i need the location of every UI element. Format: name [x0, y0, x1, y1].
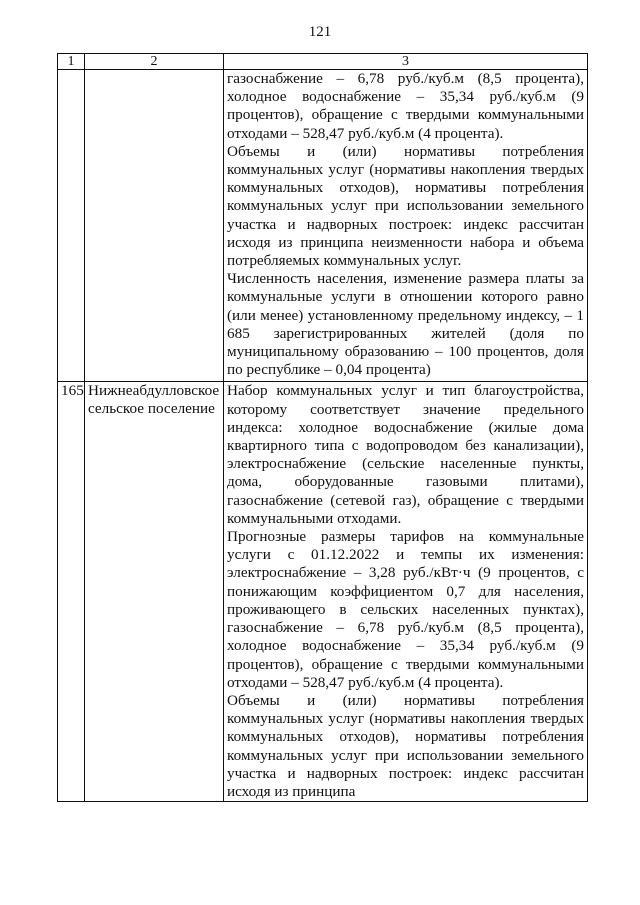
column-header-2: 2	[85, 54, 224, 70]
page-number: 121	[308, 24, 332, 40]
row-number: 165	[58, 382, 85, 802]
table-header-row	[58, 54, 588, 70]
paragraph: Объемы и (или) нормативы потребления коммунальных услуг (нормативы накопления твердых коммунальных отходов), нормативы потребления коммунальных услуг при использовании земельного участка и надворных построек: индекс рассчитан исходя из принципа неизменности набора и объема потребляемых коммунальных услуг.	[227, 142, 584, 270]
paragraph: Набор коммунальных услуг и тип благоустройства, которому соответствует значение предельного индекса: холодное водоснабжение (жилые дома квартирного типа с водопроводом без канализации), электроснабжение (сельские населенные пункты, дома, оборудованные газовыми плитами), газоснабжение (сетевой газ), обращение с твердыми коммунальными отходами.	[227, 382, 584, 527]
column-header-3: 3	[224, 54, 588, 70]
table-row	[58, 382, 588, 802]
row-description	[224, 70, 588, 382]
municipality-name	[85, 70, 224, 382]
paragraph: Численность населения, изменение размера платы за коммунальные услуги в отношении которого равно (или менее) установленному предельному индексу, – 1 685 зарегистрированных жителей (доля по муниципальному образованию – 100 процентов, доля по республике – 0,04 процента)	[227, 270, 584, 379]
table-row	[58, 70, 588, 382]
column-header-1: 1	[58, 54, 85, 70]
row-description	[224, 382, 588, 802]
paragraph: газоснабжение – 6,78 руб./куб.м (8,5 процента), холодное водоснабжение – 35,34 руб./куб.м (9 процентов), обращение с твердыми коммунальными отходами – 528,47 руб./куб.м (4 процента).	[227, 70, 584, 142]
paragraph: Объемы и (или) нормативы потребления коммунальных услуг (нормативы накопления твердых коммунальных отходов), нормативы потребления коммунальных услуг при использовании земельного участка и надворных построек: индекс рассчитан исходя из принципа	[227, 691, 584, 800]
row-number	[58, 70, 85, 382]
municipality-name: Нижнеабдулловское сельское поселение	[85, 382, 224, 802]
paragraph: Прогнозные размеры тарифов на коммунальные услуги с 01.12.2022 и темпы их изменения: электроснабжение – 3,28 руб./кВт·ч (9 процентов, с понижающим коэффициентом 0,7 для населения, проживающего в сельских населенных пунктах), газоснабжение – 6,78 руб./куб.м (8,5 процента), холодное водоснабжение – 35,34 руб./куб.м (9 процентов), обращение с твердыми коммунальными отходами – 528,47 руб./куб.м (4 процента).	[227, 528, 584, 691]
tariff-table	[57, 53, 588, 802]
